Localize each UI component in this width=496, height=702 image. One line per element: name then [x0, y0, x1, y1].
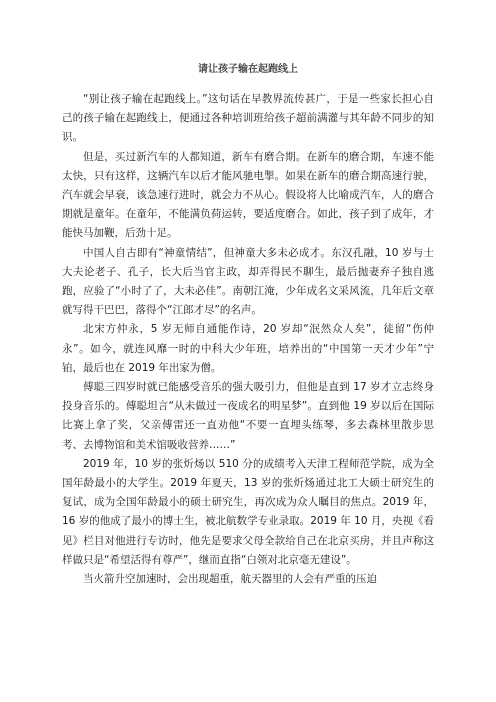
- paragraph: 傅聪三四岁时就已能感受音乐的强大吸引力，但他是直到 17 岁才立志终身投身音乐的。傅聪坦言“从未做过一夜成名的明星梦”。直到他 19 岁以后在国际比赛上拿了奖，父亲傅雷还一直劝他“不要一直埋头练琴，多去森林里散步思考、去博物馆和美术馆吸收营养……”: [62, 381, 434, 451]
- document-body: [62, 90, 434, 589]
- paragraph: 当火箭升空加速时，会出现超重，航天器里的人会有严重的压迫: [83, 573, 377, 586]
- paragraph: 北宋方仲永，5 岁无师自通能作诗，20 岁却“泯然众人矣”，徒留“伤仲永”。如今，就连风靡一时的中科大少年班，培养出的“中国第一天才少年”宁铂，最后也在 2019 年出家为僧。: [62, 323, 434, 374]
- paragraph: “别让孩子输在起跑线上。”这句话在早教界流传甚广，于是一些家长担心自己的孩子输在起跑线上，便通过各种培训班给孩子超前满灌与其年龄不同步的知识。: [62, 93, 434, 144]
- paragraph: 2019 年，10 岁的张炘炀以 510 分的成绩考入天津工程师范学院，成为全国年龄最小的大学生。2019 年夏天，13 岁的张炘炀通过北工大硕士研究生的复试，成为全国年龄最小的硕士研究生，再次成为众人瞩目的焦点。2019 年，16 岁的他成了最小的博士生，被北航数学专业录取。2019 年 10 月，央视《看见》栏目对他进行专访时，他先是要求父母全款给自己在北京买房，并且声称这样做只是“希望活得有尊严”，继而直指“白领对北京毫无建设”。: [62, 457, 434, 566]
- paragraph: 但是，买过新汽车的人都知道，新车有磨合期。在新车的磨合期，车速不能太快，只有这样，这辆汽车以后才能风驰电掣。如果在新车的磨合期高速行驶，汽车就会早衰，该急速行进时，就会力不从心。假设将人比喻成汽车，人的磨合期就是童年。在童年，不能满负荷运转，要适度磨合。如此，孩子到了成年，才能快马加鞭，后劲十足。: [62, 150, 434, 240]
- paragraph: 中国人自古即有“神童情结”，但神童大多未必成才。东汉孔融，10 岁与士大夫论老子、孔子，长大后当官主政，却弄得民不聊生，最后抛妻弃子独自逃跑，应验了“小时了了，大未必佳”。南朝江淹，少年成名文采风流，几年后文章就写得干巴巴，落得个“江郎才尽”的名声。: [62, 246, 434, 317]
- document-title: 请让孩子输在起跑线上: [198, 64, 298, 75]
